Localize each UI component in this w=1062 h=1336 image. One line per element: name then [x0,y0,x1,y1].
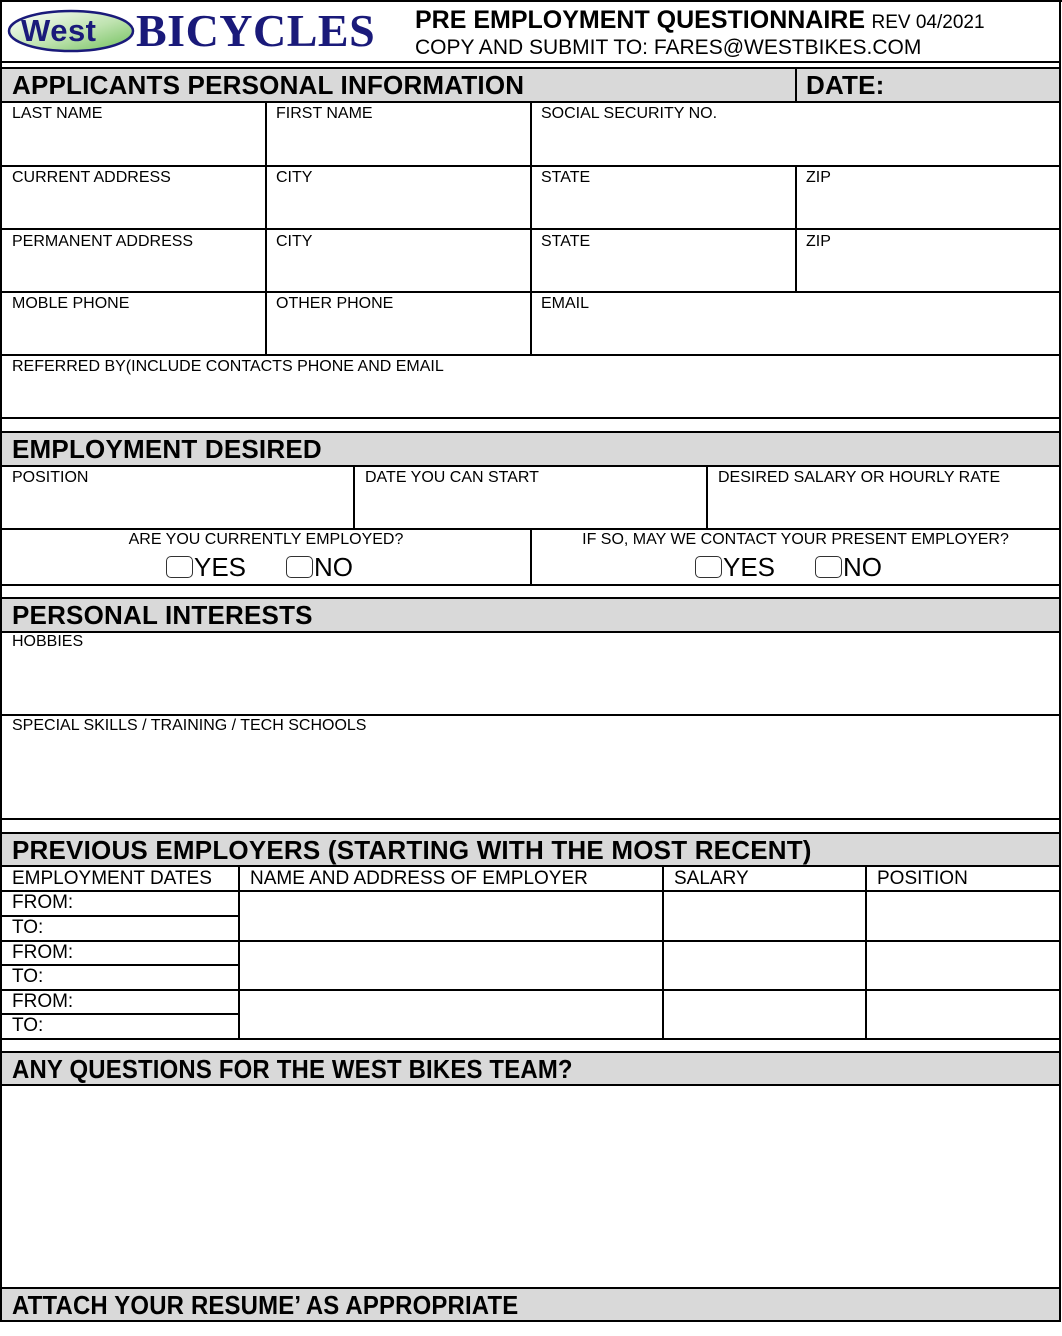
interests-title: PERSONAL INTERESTS [12,600,313,630]
questions-band [2,1053,1059,1084]
to-label: TO: [12,966,44,987]
current-zip-label: ZIP [806,169,831,186]
form-header [0,0,1062,66]
from-date-field[interactable] [2,942,238,964]
personal-info-title: APPLICANTS PERSONAL INFORMATION [12,70,525,100]
hobbies-field[interactable] [2,633,1059,714]
column-header-salary: SALARY [674,868,749,889]
employer-name-address-field[interactable] [240,892,662,940]
questions-textarea[interactable] [2,1086,1059,1287]
currently-employed-yes-option[interactable] [166,553,246,581]
employment-band [2,433,1059,465]
email-label: EMAIL [541,295,590,312]
no-label: NO [314,552,354,582]
form-title: PRE EMPLOYMENT QUESTIONNAIRE [415,6,866,34]
permanent-address-field[interactable] [2,230,265,291]
last-name-field[interactable] [2,103,265,165]
currently-employed-group [2,530,530,584]
referred-by-field[interactable] [2,356,1059,417]
checkbox-icon[interactable] [166,556,193,578]
column-header-employer: NAME AND ADDRESS OF EMPLOYER [250,868,588,889]
contact-employer-group [532,530,1059,584]
permanent-zip-field[interactable] [797,230,1059,291]
other-phone-field[interactable] [267,293,530,354]
date-label: DATE: [806,70,885,100]
position-field[interactable] [867,991,1059,1038]
checkbox-icon[interactable] [815,556,842,578]
to-label: TO: [12,917,44,938]
salary-field[interactable] [664,942,865,989]
from-label: FROM: [12,942,74,963]
email-field[interactable] [532,293,1059,354]
referred-by-label: REFERRED BY(INCLUDE CONTACTS PHONE AND EMAIL [12,358,444,375]
employer-name-address-field[interactable] [240,942,662,989]
personal-info-band [2,69,1059,101]
checkbox-icon[interactable] [695,556,722,578]
desired-salary-field[interactable] [708,467,1059,528]
first-name-field[interactable] [267,103,530,165]
to-date-field[interactable] [2,966,238,989]
salary-field[interactable] [664,991,865,1038]
current-address-label: CURRENT ADDRESS [12,169,171,186]
permanent-state-field[interactable] [532,230,795,291]
submit-instructions: COPY AND SUBMIT TO: FARES@WESTBIKES.COM [415,36,922,59]
ssn-label: SOCIAL SECURITY NO. [541,105,718,122]
skills-field[interactable] [2,716,1059,818]
contact-employer-yes-option[interactable] [695,553,775,581]
resume-title: ATTACH YOUR RESUME’ AS APPROPRIATE [12,1290,519,1320]
from-date-field[interactable] [2,892,238,915]
previous-band [2,834,1059,865]
logo-word: BICYCLES [136,5,376,56]
current-city-label: CITY [276,169,313,186]
first-name-label: FIRST NAME [276,105,373,122]
salary-field[interactable] [664,892,865,940]
resume-band [2,1289,1059,1320]
current-address-field[interactable] [2,167,265,228]
position-field[interactable] [2,467,353,528]
permanent-city-field[interactable] [267,230,530,291]
yes-label: YES [194,552,247,582]
hobbies-label: HOBBIES [12,633,84,650]
mobile-phone-field[interactable] [2,293,265,354]
currently-employed-question: ARE YOU CURRENTLY EMPLOYED? [128,531,404,548]
desired-salary-label: DESIRED SALARY OR HOURLY RATE [718,469,1001,486]
ssn-field[interactable] [532,103,1059,165]
start-date-label: DATE YOU CAN START [365,469,539,486]
position-field[interactable] [867,892,1059,940]
revision-label: REV 04/2021 [871,12,985,33]
permanent-state-label: STATE [541,233,591,250]
from-label: FROM: [12,991,74,1012]
position-label: POSITION [12,469,89,486]
permanent-address-label: PERMANENT ADDRESS [12,233,194,250]
last-name-label: LAST NAME [12,105,103,122]
checkbox-icon[interactable] [286,556,313,578]
to-date-field[interactable] [2,917,238,940]
contact-employer-no-option[interactable] [815,553,882,581]
questions-title: ANY QUESTIONS FOR THE WEST BIKES TEAM? [12,1054,573,1084]
start-date-field[interactable] [355,467,706,528]
other-phone-label: OTHER PHONE [276,295,394,312]
employer-row [0,892,1061,940]
west-bicycles-logo [6,6,391,56]
permanent-city-label: CITY [276,233,313,250]
column-header-dates: EMPLOYMENT DATES [12,868,212,889]
permanent-zip-label: ZIP [806,233,831,250]
interests-band [2,599,1059,631]
skills-label: SPECIAL SKILLS / TRAINING / TECH SCHOOLS [12,717,367,734]
current-zip-field[interactable] [797,167,1059,228]
to-date-field[interactable] [2,1015,238,1038]
from-date-field[interactable] [2,991,238,1013]
mobile-phone-label: MOBLE PHONE [12,295,130,312]
to-label: TO: [12,1015,44,1036]
no-label: NO [843,552,883,582]
yes-label: YES [723,552,776,582]
currently-employed-no-option[interactable] [286,553,353,581]
from-label: FROM: [12,892,74,913]
previous-title: PREVIOUS EMPLOYERS (STARTING WITH THE MOST RECENT) [12,835,812,865]
contact-employer-question: IF SO, MAY WE CONTACT YOUR PRESENT EMPLOYER? [582,531,1009,548]
current-state-field[interactable] [532,167,795,228]
logo-oval-text: West [21,13,97,48]
position-field[interactable] [867,942,1059,989]
current-city-field[interactable] [267,167,530,228]
current-state-label: STATE [541,169,591,186]
employer-name-address-field[interactable] [240,991,662,1038]
employer-row [0,942,1061,989]
column-header-position: POSITION [877,868,968,889]
employment-title: EMPLOYMENT DESIRED [12,434,322,464]
employer-row [0,991,1061,1038]
